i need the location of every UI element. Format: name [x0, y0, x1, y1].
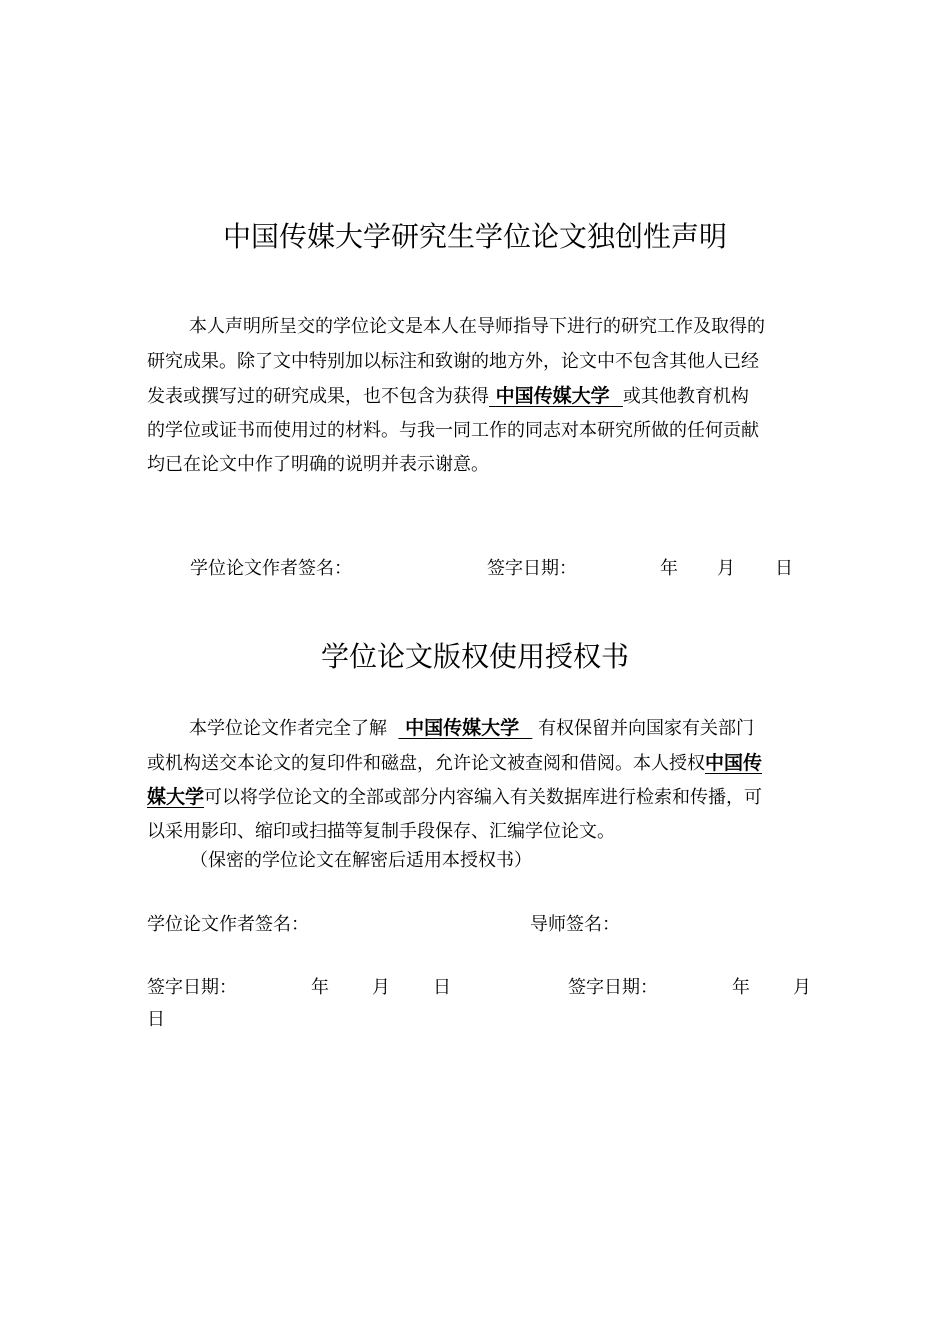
advisor-signature-label: 导师签名：: [530, 914, 620, 935]
university-name: 中国传媒大学: [495, 385, 610, 407]
declaration-title: 中国传媒大学研究生学位论文独创性声明: [222, 220, 727, 253]
university-name: 中国传媒大学: [405, 717, 520, 739]
authorization-line-1-post: 有权保留并向国家有关部门: [538, 718, 755, 739]
authorization-title: 学位论文版权使用授权书: [320, 640, 629, 673]
declaration-line-3: [147, 379, 814, 414]
advisor-date-label: 签字日期：: [568, 977, 658, 998]
date-month: 月: [717, 558, 735, 579]
advisor-date-month: 月: [793, 977, 811, 998]
author-date-month: 月: [372, 977, 390, 998]
declaration-line-5: 均已在论文中作了明确的说明并表示谢意。: [147, 454, 489, 475]
authorization-paragraph: [147, 711, 814, 849]
authorization-line-4: 以采用影印、缩印或扫描等复制手段保存、汇编学位论文。: [147, 820, 615, 842]
authorization-line-3: [147, 780, 814, 815]
declaration-paragraph: [147, 310, 814, 483]
authorization-line-2-pre: 或机构送交本论文的复印件和磁盘，允许论文被查阅和借阅。本人授权: [147, 752, 705, 774]
author-date-label: 签字日期：: [147, 977, 237, 998]
date-year: 年: [660, 558, 678, 579]
declaration-line-4: 的学位或证书而使用过的材料。与我一同工作的同志对本研究所做的任何贡献: [147, 419, 759, 441]
author-signature-label: 学位论文作者签名：: [147, 914, 309, 935]
declaration-line-2: 研究成果。除了文中特别加以标注和致谢的地方外，论文中不包含其他人已经: [147, 350, 759, 372]
university-name-part2: 媒大学: [147, 786, 205, 808]
university-name-part1: 中国传: [705, 751, 763, 774]
advisor-date-year: 年: [732, 977, 750, 998]
confidential-note: （保密的学位论文在解密后适用本授权书）: [190, 850, 532, 871]
authorization-line-2: [147, 746, 814, 781]
signature-date-label: 签字日期：: [487, 558, 577, 579]
author-signature-label: 学位论文作者签名：: [190, 558, 352, 579]
advisor-date-day: 日: [147, 1009, 165, 1030]
author-date-year: 年: [311, 977, 329, 998]
authorization-line-3-post: 可以将学位论文的全部或部分内容编入有关数据库进行检索和传播，可: [204, 787, 763, 808]
declaration-line-1: 本人声明所呈交的学位论文是本人在导师指导下进行的研究工作及取得的: [189, 316, 765, 337]
declaration-line-3-post: 或其他教育机构: [622, 386, 749, 407]
declaration-line-3-pre: 发表或撰写过的研究成果，也不包含为获得: [147, 386, 489, 407]
authorization-line-1-pre: 本学位论文作者完全了解: [189, 718, 387, 739]
date-day: 日: [775, 558, 793, 579]
authorization-line-1: [147, 711, 814, 746]
author-date-day: 日: [433, 977, 451, 998]
